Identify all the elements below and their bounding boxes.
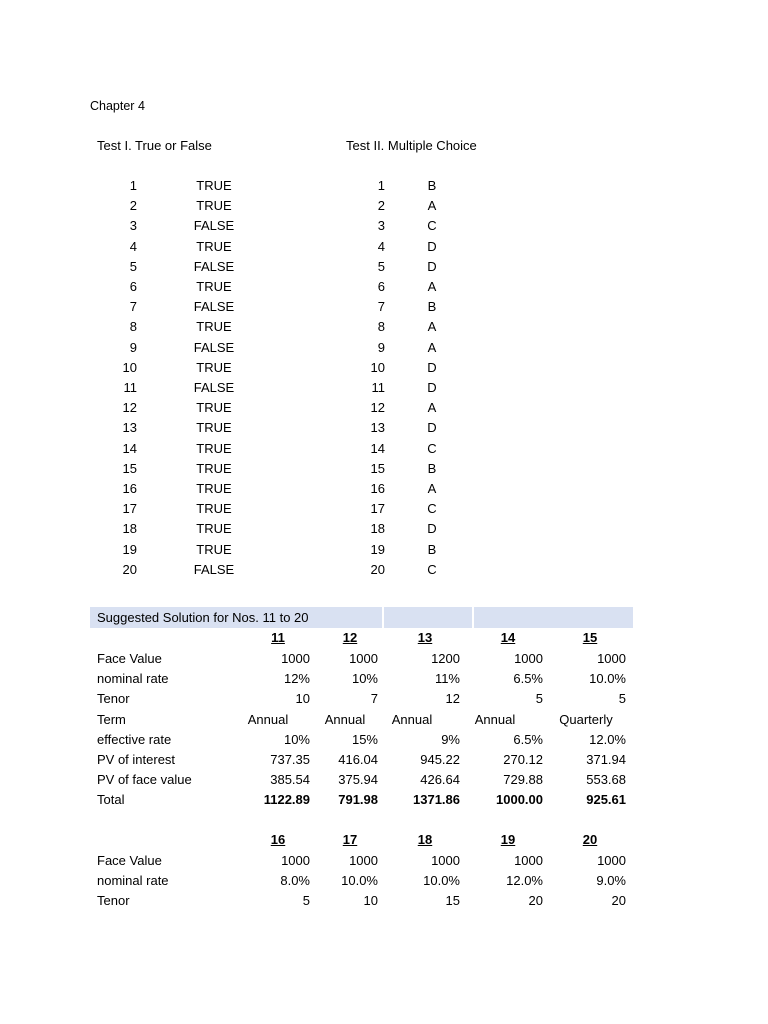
question-number: 9 <box>377 339 385 355</box>
question-number: 4 <box>377 238 385 254</box>
question-number: 13 <box>122 420 137 436</box>
true-false-answer: TRUE <box>196 400 232 416</box>
solution-banner-title: Suggested Solution for Nos. 11 to 20 <box>90 607 384 628</box>
true-false-answer: FALSE <box>193 561 235 577</box>
row-label: Face Value <box>97 651 162 666</box>
cell-value: 10 <box>363 893 378 909</box>
true-false-answer: TRUE <box>196 319 232 335</box>
multiple-choice-answer: D <box>427 359 437 375</box>
cell-value: 12.0% <box>589 731 626 747</box>
true-false-answer: TRUE <box>196 521 232 537</box>
question-number: 6 <box>129 279 137 294</box>
cell-value: 371.94 <box>586 752 626 767</box>
row-label: nominal rate <box>97 873 169 889</box>
question-number: 20 <box>370 561 385 577</box>
true-false-answer: TRUE <box>196 198 232 214</box>
column-header: 14 <box>500 630 516 645</box>
question-number: 11 <box>123 380 137 395</box>
cell-value: 6.5% <box>513 731 543 747</box>
row-label: Term <box>97 711 126 727</box>
question-number: 16 <box>370 481 385 496</box>
column-header: 19 <box>500 832 516 847</box>
cell-value: Annual <box>324 711 366 727</box>
cell-value: 20 <box>528 893 543 909</box>
question-number: 8 <box>377 319 385 335</box>
question-number: 3 <box>129 218 137 234</box>
multiple-choice-answer: D <box>427 521 437 537</box>
question-number: 13 <box>370 420 385 436</box>
question-number: 5 <box>129 258 137 274</box>
true-false-answer: FALSE <box>193 339 235 355</box>
true-false-answer: TRUE <box>196 178 232 193</box>
true-false-answer: TRUE <box>196 481 232 496</box>
question-number: 18 <box>370 521 385 537</box>
question-number: 15 <box>122 460 137 476</box>
cell-value: 1000 <box>281 651 310 666</box>
test2-heading: Test II. Multiple Choice <box>346 138 477 153</box>
cell-value: 10.0% <box>423 873 460 889</box>
multiple-choice-answer: B <box>427 299 437 315</box>
cell-value: 1000 <box>597 853 626 868</box>
multiple-choice-answer: A <box>427 481 437 496</box>
question-number: 20 <box>122 561 137 577</box>
true-false-answer: TRUE <box>196 238 232 254</box>
total-value: 925.61 <box>586 792 626 808</box>
cell-value: 270.12 <box>503 752 543 767</box>
row-label: Tenor <box>97 691 130 707</box>
multiple-choice-answer: A <box>427 198 437 214</box>
question-number: 10 <box>370 359 385 375</box>
cell-value: 10 <box>295 691 310 707</box>
true-false-answer: FALSE <box>193 258 235 274</box>
question-number: 4 <box>129 238 137 254</box>
cell-value: 1000 <box>281 853 310 868</box>
cell-value: 1000 <box>597 651 626 666</box>
question-number: 6 <box>377 279 385 294</box>
question-number: 5 <box>377 258 385 274</box>
column-header: 20 <box>582 832 598 847</box>
cell-value: 945.22 <box>420 752 460 767</box>
cell-value: 5 <box>535 691 543 707</box>
cell-value: 7 <box>370 691 378 707</box>
cell-value: 1000 <box>349 651 378 666</box>
cell-value: 8.0% <box>280 873 310 889</box>
question-number: 7 <box>129 299 137 315</box>
multiple-choice-answer: A <box>427 339 437 355</box>
total-value: 791.98 <box>338 792 378 808</box>
cell-value: 5 <box>302 893 310 909</box>
test1-heading: Test I. True or False <box>97 138 212 153</box>
question-number: 11 <box>371 380 385 395</box>
question-number: 9 <box>129 339 137 355</box>
multiple-choice-answer: C <box>427 218 437 234</box>
cell-value: Annual <box>247 711 289 727</box>
cell-value: 1000 <box>349 853 378 868</box>
true-false-answer: TRUE <box>196 359 232 375</box>
cell-value: 1000 <box>514 651 543 666</box>
true-false-answer: TRUE <box>196 420 232 436</box>
cell-value: 12% <box>283 671 310 687</box>
cell-value: 1000 <box>431 853 460 868</box>
solution-banner <box>90 607 633 628</box>
question-number: 17 <box>122 501 137 517</box>
banner-cell <box>474 607 640 628</box>
question-number: 16 <box>122 481 137 496</box>
question-number: 3 <box>377 218 385 234</box>
true-false-answer: FALSE <box>193 299 235 315</box>
row-label: effective rate <box>97 731 172 747</box>
cell-value: 9.0% <box>596 873 626 889</box>
multiple-choice-answer: A <box>427 400 437 416</box>
multiple-choice-answer: C <box>427 440 437 456</box>
true-false-answer: TRUE <box>196 460 232 476</box>
cell-value: 6.5% <box>513 671 543 687</box>
column-header: 18 <box>417 832 433 847</box>
multiple-choice-answer: B <box>427 178 437 193</box>
column-header: 15 <box>582 630 598 645</box>
cell-value: 1000 <box>514 853 543 868</box>
question-number: 1 <box>129 178 137 193</box>
cell-value: 10.0% <box>589 671 626 687</box>
column-header: 16 <box>270 832 286 847</box>
true-false-answer: FALSE <box>193 218 235 234</box>
cell-value: 11% <box>434 671 460 687</box>
column-header: 17 <box>342 832 358 847</box>
cell-value: Annual <box>474 711 516 727</box>
cell-value: 737.35 <box>270 752 310 767</box>
question-number: 18 <box>122 521 137 537</box>
multiple-choice-answer: C <box>427 501 437 517</box>
true-false-answer: TRUE <box>196 279 232 294</box>
multiple-choice-answer: C <box>427 561 437 577</box>
banner-cell <box>384 607 474 628</box>
total-value: 1122.89 <box>263 792 310 808</box>
cell-value: 15% <box>351 731 378 747</box>
row-label: Tenor <box>97 893 130 909</box>
cell-value: 10% <box>283 731 310 747</box>
question-number: 14 <box>370 440 385 456</box>
cell-value: 729.88 <box>503 772 543 788</box>
true-false-answer: TRUE <box>196 440 232 456</box>
row-label: nominal rate <box>97 671 169 687</box>
cell-value: 12.0% <box>506 873 543 889</box>
question-number: 19 <box>122 541 137 557</box>
question-number: 2 <box>377 198 385 214</box>
banner-cell <box>640 607 723 628</box>
multiple-choice-answer: B <box>427 460 437 476</box>
question-number: 7 <box>377 299 385 315</box>
true-false-answer: TRUE <box>196 541 232 557</box>
column-header: 12 <box>342 630 358 645</box>
cell-value: 553.68 <box>586 772 626 788</box>
question-number: 15 <box>370 460 385 476</box>
row-label: Face Value <box>97 853 162 868</box>
question-number: 12 <box>122 400 137 416</box>
cell-value: 1200 <box>431 651 460 666</box>
multiple-choice-answer: D <box>427 420 437 436</box>
multiple-choice-answer: D <box>427 238 437 254</box>
page-title: Chapter 4 <box>90 99 145 113</box>
cell-value: Quarterly <box>559 711 613 727</box>
true-false-answer: TRUE <box>196 501 232 517</box>
question-number: 19 <box>370 541 385 557</box>
cell-value: Annual <box>391 711 433 727</box>
multiple-choice-answer: A <box>427 279 437 294</box>
question-number: 2 <box>129 198 137 214</box>
cell-value: 385.54 <box>270 772 310 788</box>
total-value: 1371.86 <box>413 792 460 808</box>
multiple-choice-answer: D <box>427 258 437 274</box>
column-header: 13 <box>417 630 433 645</box>
cell-value: 10.0% <box>341 873 378 889</box>
cell-value: 9% <box>441 731 460 747</box>
question-number: 8 <box>129 319 137 335</box>
question-number: 17 <box>370 501 385 517</box>
cell-value: 416.04 <box>338 752 378 767</box>
cell-value: 12 <box>445 691 460 707</box>
question-number: 12 <box>370 400 385 416</box>
true-false-answer: FALSE <box>193 380 235 395</box>
row-label: Total <box>97 792 125 808</box>
total-value: 1000.00 <box>496 792 543 808</box>
cell-value: 10% <box>351 671 378 687</box>
question-number: 10 <box>122 359 137 375</box>
question-number: 1 <box>377 178 385 193</box>
cell-value: 426.64 <box>420 772 460 788</box>
column-header: 11 <box>271 630 285 645</box>
cell-value: 15 <box>445 893 460 909</box>
multiple-choice-answer: D <box>427 380 437 395</box>
cell-value: 5 <box>618 691 626 707</box>
question-number: 14 <box>122 440 137 456</box>
row-label: PV of face value <box>97 772 192 788</box>
multiple-choice-answer: B <box>427 541 437 557</box>
row-label: PV of interest <box>97 752 176 767</box>
cell-value: 375.94 <box>338 772 378 788</box>
multiple-choice-answer: A <box>427 319 437 335</box>
cell-value: 20 <box>611 893 626 909</box>
